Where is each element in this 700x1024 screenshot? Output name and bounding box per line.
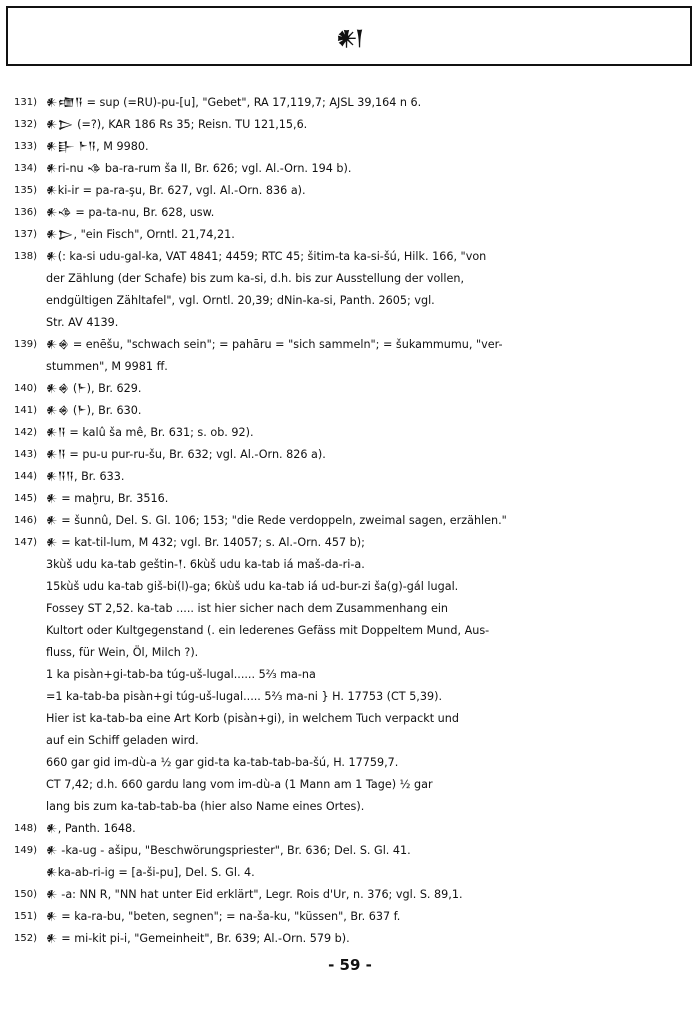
entry-line: 𒀭 = ka-ra-bu, "beten, segnen"; = na-ša-ku, "küssen", Br. 637 f.: [46, 910, 401, 923]
entry-body: [46, 532, 694, 818]
entry-body: [46, 884, 694, 906]
lexical-entry: [14, 400, 694, 422]
entry-line: Hier ist ka-tab-ba eine Art Korb (pisàn+gi), in welchem Tuch verpackt und: [46, 712, 459, 725]
entry-line: 𒀭 -ka-ug - ašipu, "Beschwörungspriester", Br. 636; Del. S. Gl. 41.: [46, 844, 411, 857]
entry-line: 15kùš udu ka-tab giš-bi(l)-ga; 6kùš udu ka-tab iá ud-bur-zi ša(g)-gál lugal.: [46, 580, 459, 593]
entry-line: 𒀭 -a: NN R, "NN hat unter Eid erklärt", Legr. Rois d'Ur, n. 376; vgl. S. 89,1.: [46, 888, 463, 901]
entry-line: 𒀭(: ka-si udu-gal-ka, VAT 4841; 4459; RTC 45; šitim-ta ka-si-šú, Hilk. 166, "von: [46, 250, 487, 263]
entry-number: 143): [14, 449, 37, 460]
entry-number: 133): [14, 141, 37, 152]
lexical-entry: [14, 928, 694, 950]
lexical-entry: [14, 158, 694, 180]
entry-body: [46, 136, 694, 158]
lexical-entry: [14, 422, 694, 444]
entry-body: [46, 92, 694, 114]
lexical-entry: [14, 510, 694, 532]
lexical-entry: [14, 840, 694, 884]
lexical-entry: [14, 378, 694, 400]
entry-line: lang bis zum ka-tab-tab-ba (hier also Name eines Ortes).: [46, 800, 365, 813]
entry-line: 𒀭𒈩𒀀 = sup (=RU)-pu-[u], "Gebet", RA 17,119,7; AJSL 39,164 n 6.: [46, 96, 422, 109]
lexical-entry: [14, 92, 694, 114]
entry-number: 144): [14, 471, 37, 482]
entry-body: [46, 378, 694, 400]
entry-line: 𒀭, Panth. 1648.: [46, 822, 136, 835]
entry-line: 𒀭𒆕, "ein Fisch", Orntl. 21,74,21.: [46, 228, 235, 241]
lexical-entry: [14, 180, 694, 202]
entry-number: 132): [14, 119, 37, 130]
entry-line: 𒀭𒆕 (=?), KAR 186 Rs 35; Reisn. TU 121,15,6.: [46, 118, 308, 131]
lexical-entry: [14, 532, 694, 818]
entry-line: auf ein Schiff geladen wird.: [46, 734, 199, 747]
entry-line: 𒀭ka-ab-ri-ig = [a-ši-pu], Del. S. Gl. 4.: [46, 866, 255, 879]
entry-line: 𒀭 = kat-til-lum, M 432; vgl. Br. 14057; s. Al.-Orn. 457 b);: [46, 536, 365, 549]
entry-number: 152): [14, 933, 37, 944]
entry-number: 146): [14, 515, 37, 526]
entry-number: 138): [14, 251, 37, 262]
lexical-entry: [14, 466, 694, 488]
entry-list: [14, 92, 694, 950]
entry-number: 135): [14, 185, 37, 196]
lexical-entry: [14, 906, 694, 928]
lexical-entry: [14, 488, 694, 510]
lexical-entry: [14, 114, 694, 136]
entry-line: 𒀭𒄯 (𒈨), Br. 630.: [46, 404, 142, 417]
entry-line: 660 gar gid im-dù-a ½ gar gid-ta ka-tab-tab-ba-šú, H. 17759,7.: [46, 756, 399, 769]
entry-body: [46, 906, 694, 928]
entry-line: stummen", M 9981 ff.: [46, 360, 168, 373]
entry-line: 𒀭𒈾 = pa-ta-nu, Br. 628, usw.: [46, 206, 215, 219]
entry-body: [46, 818, 694, 840]
entry-line: 𒀭𒄯 (𒈨), Br. 629.: [46, 382, 142, 395]
entry-body: [46, 840, 694, 884]
entry-body: [46, 488, 694, 510]
entry-number: 140): [14, 383, 37, 394]
entry-body: [46, 422, 694, 444]
entry-number: 145): [14, 493, 37, 504]
entry-body: [46, 224, 694, 246]
entry-line: der Zählung (der Schafe) bis zum ka-si, d.h. bis zur Ausstellung der vollen,: [46, 272, 465, 285]
entry-number: 148): [14, 823, 37, 834]
entry-line: 𒀭 = mi-kit pi-i, "Gemeinheit", Br. 639; Al.-Orn. 579 b).: [46, 932, 350, 945]
lexical-entry: [14, 202, 694, 224]
page-number: - 59 -: [328, 956, 372, 974]
entry-line: CT 7,42; d.h. 660 gardu lang vom im-dù-a (1 Mann am 1 Tage) ½ gar: [46, 778, 433, 791]
entry-line: Fossey ST 2,52. ka-tab ..... ist hier sicher nach dem Zusammenhang ein: [46, 602, 449, 615]
entry-line: 𒀭ri-nu 𒈾 ba-ra-rum ša II, Br. 626; vgl. Al.-Orn. 194 b).: [46, 162, 352, 175]
header-box: [6, 6, 692, 66]
entry-body: [46, 400, 694, 422]
lexical-entry: [14, 444, 694, 466]
entry-body: [46, 510, 694, 532]
entry-line: 𒀭𒃲 𒈨𒀀, M 9980.: [46, 140, 149, 153]
entry-number: 137): [14, 229, 37, 240]
entry-line: 𒀭 = maḫru, Br. 3516.: [46, 492, 169, 505]
entry-number: 151): [14, 911, 37, 922]
entry-body: [46, 158, 694, 180]
entry-line: Kultort oder Kultgegenstand (. ein lederenes Gefäss mit Doppeltem Mund, Aus-: [46, 624, 490, 637]
entry-number: 139): [14, 339, 37, 350]
entry-number: 142): [14, 427, 37, 438]
entry-line: 𒀭𒀀𒀀, Br. 633.: [46, 470, 125, 483]
entry-line: 𒀭𒀀 = pu-u pur-ru-šu, Br. 632; vgl. Al.-Orn. 826 a).: [46, 448, 326, 461]
entry-body: [46, 180, 694, 202]
entry-number: 131): [14, 97, 37, 108]
entry-line: endgültigen Zähltafel", vgl. Orntl. 20,39; dNin-ka-si, Panth. 2605; vgl.: [46, 294, 435, 307]
entry-body: [46, 202, 694, 224]
entry-body: [46, 334, 694, 378]
entry-body: [46, 466, 694, 488]
lexical-entry: [14, 136, 694, 158]
entry-number: 149): [14, 845, 37, 856]
entry-number: 136): [14, 207, 37, 218]
lexical-entry: [14, 334, 694, 378]
entry-line: 𒀭𒀀 = kalû ša mê, Br. 631; s. ob. 92).: [46, 426, 254, 439]
entry-number: 141): [14, 405, 37, 416]
entry-line: 𒀭 = šunnû, Del. S. Gl. 106; 153; "die Rede verdoppeln, zweimal sagen, erzählen.": [46, 514, 507, 527]
entry-body: [46, 444, 694, 466]
entry-number: 147): [14, 537, 37, 548]
entry-body: [46, 246, 694, 334]
entry-number: 134): [14, 163, 37, 174]
entry-number: 150): [14, 889, 37, 900]
entry-line: 𒀭𒄯 = enēšu, "schwach sein"; = pahāru = "sich sammeln"; = šukammumu, "ver-: [46, 338, 503, 351]
lexical-entry: [14, 884, 694, 906]
entry-line: =1 ka-tab-ba pisàn+gi túg-uš-lugal..... 5⅔ ma-ni } H. 17753 (CT 5,39).: [46, 690, 443, 703]
entry-body: [46, 928, 694, 950]
cuneiform-sign-title: 𒀭𒁹: [336, 26, 362, 50]
lexical-entry: [14, 818, 694, 840]
entry-line: 1 ka pisàn+gi-tab-ba túg-uš-lugal...... 5⅔ ma-na: [46, 668, 316, 681]
entry-line: fluss, für Wein, Öl, Milch ?).: [46, 646, 199, 659]
entry-body: [46, 114, 694, 136]
lexical-entry: [14, 246, 694, 334]
entry-line: 3kùš udu ka-tab geštin-𒁹. 6kùš udu ka-tab iá maš-da-ri-a.: [46, 558, 365, 571]
entry-line: Str. AV 4139.: [46, 316, 119, 329]
lexical-entry: [14, 224, 694, 246]
entry-line: 𒀭ki-ir = pa-ra-şu, Br. 627, vgl. Al.-Orn. 836 a).: [46, 184, 306, 197]
